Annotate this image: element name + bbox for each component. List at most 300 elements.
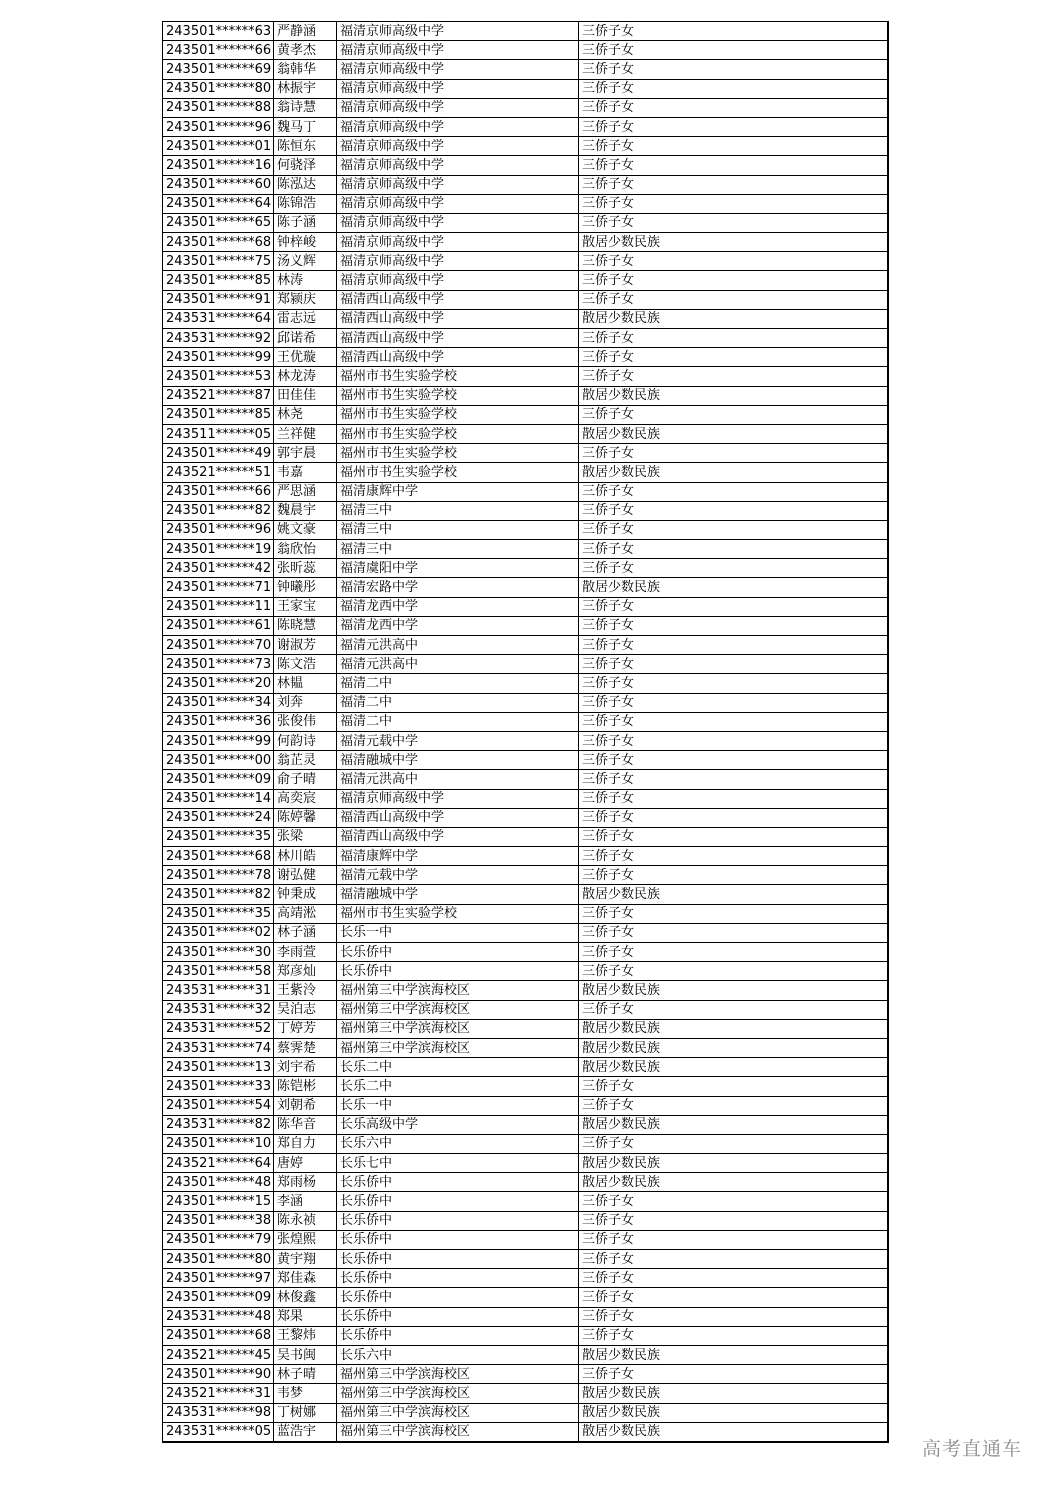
name-cell: 谢淑芳	[274, 636, 337, 655]
school-cell: 福清元洪高中	[337, 636, 579, 655]
table-row	[163, 1365, 888, 1384]
name-cell: 张昕蕊	[274, 559, 337, 578]
table-row	[163, 866, 888, 885]
id-cell: 243501******49	[163, 444, 274, 463]
name-cell: 蓝浩宇	[274, 1422, 337, 1442]
name-cell: 郑颍庆	[274, 290, 337, 309]
category-cell: 三侨子女	[579, 751, 888, 770]
category-cell: 三侨子女	[579, 1192, 888, 1211]
school-cell: 长乐高级中学	[337, 1115, 579, 1134]
category-cell: 三侨子女	[579, 271, 888, 290]
table-row	[163, 501, 888, 520]
school-cell: 福清京师高级中学	[337, 137, 579, 156]
category-cell: 三侨子女	[579, 1077, 888, 1096]
table-row	[163, 405, 888, 424]
school-cell: 福州市书生实验学校	[337, 424, 579, 443]
table-row	[163, 1134, 888, 1153]
name-cell: 张煌熙	[274, 1230, 337, 1249]
table-row	[163, 22, 888, 41]
category-cell: 三侨子女	[579, 847, 888, 866]
id-cell: 243501******58	[163, 962, 274, 981]
name-cell: 姚文豪	[274, 520, 337, 539]
id-cell: 243501******99	[163, 348, 274, 367]
table-row	[163, 616, 888, 635]
name-cell: 俞子晴	[274, 770, 337, 789]
school-cell: 长乐侨中	[337, 1173, 579, 1192]
school-cell: 福清三中	[337, 520, 579, 539]
name-cell: 陈泓达	[274, 175, 337, 194]
category-cell: 三侨子女	[579, 731, 888, 750]
table-row	[163, 194, 888, 213]
school-cell: 福清融城中学	[337, 751, 579, 770]
table-row	[163, 367, 888, 386]
id-cell: 243501******19	[163, 540, 274, 559]
category-cell: 三侨子女	[579, 1230, 888, 1249]
id-cell: 243501******09	[163, 770, 274, 789]
school-cell: 福州第三中学滨海校区	[337, 1019, 579, 1038]
id-cell: 243501******33	[163, 1077, 274, 1096]
table-row	[163, 290, 888, 309]
category-cell: 散居少数民族	[579, 386, 888, 405]
id-cell: 243501******09	[163, 1288, 274, 1307]
category-cell: 散居少数民族	[579, 1154, 888, 1173]
category-cell: 三侨子女	[579, 1211, 888, 1230]
category-cell: 三侨子女	[579, 1250, 888, 1269]
category-cell: 三侨子女	[579, 1326, 888, 1345]
id-cell: 243501******80	[163, 79, 274, 98]
school-cell: 福清西山高级中学	[337, 348, 579, 367]
school-cell: 福清宏路中学	[337, 578, 579, 597]
name-cell: 王紫泠	[274, 981, 337, 1000]
table-row	[163, 981, 888, 1000]
id-cell: 243501******34	[163, 693, 274, 712]
table-row	[163, 770, 888, 789]
school-cell: 福清京师高级中学	[337, 98, 579, 117]
id-cell: 243501******00	[163, 751, 274, 770]
id-cell: 243501******35	[163, 904, 274, 923]
name-cell: 翁欣怡	[274, 540, 337, 559]
school-cell: 福清三中	[337, 540, 579, 559]
id-cell: 243501******71	[163, 578, 274, 597]
name-cell: 高奕宸	[274, 789, 337, 808]
table-row	[163, 137, 888, 156]
table-row	[163, 597, 888, 616]
name-cell: 郭宇晨	[274, 444, 337, 463]
school-cell: 长乐侨中	[337, 1192, 579, 1211]
school-cell: 长乐侨中	[337, 1250, 579, 1269]
category-cell: 三侨子女	[579, 520, 888, 539]
table-row	[163, 1345, 888, 1364]
category-cell: 三侨子女	[579, 1288, 888, 1307]
school-cell: 福州第三中学滨海校区	[337, 981, 579, 1000]
category-cell: 三侨子女	[579, 923, 888, 942]
id-cell: 243501******80	[163, 1250, 274, 1269]
category-cell: 散居少数民族	[579, 1115, 888, 1134]
name-cell: 钟梓峻	[274, 233, 337, 252]
category-cell: 三侨子女	[579, 789, 888, 808]
school-cell: 福州市书生实验学校	[337, 463, 579, 482]
table-row	[163, 540, 888, 559]
id-cell: 243521******51	[163, 463, 274, 482]
table-row	[163, 693, 888, 712]
category-cell: 三侨子女	[579, 137, 888, 156]
table-row	[163, 1077, 888, 1096]
name-cell: 林子涵	[274, 923, 337, 942]
table-row	[163, 712, 888, 731]
school-cell: 福清京师高级中学	[337, 789, 579, 808]
table-row	[163, 386, 888, 405]
category-cell: 三侨子女	[579, 252, 888, 271]
id-cell: 243501******35	[163, 827, 274, 846]
school-cell: 福清西山高级中学	[337, 808, 579, 827]
id-cell: 243501******66	[163, 41, 274, 60]
table-row	[163, 1058, 888, 1077]
school-cell: 长乐侨中	[337, 943, 579, 962]
table-row	[163, 655, 888, 674]
category-cell: 三侨子女	[579, 79, 888, 98]
id-cell: 243531******64	[163, 309, 274, 328]
name-cell: 林尧	[274, 405, 337, 424]
school-cell: 福清二中	[337, 693, 579, 712]
category-cell: 三侨子女	[579, 559, 888, 578]
category-cell: 三侨子女	[579, 60, 888, 79]
name-cell: 林子晴	[274, 1365, 337, 1384]
table-row	[163, 60, 888, 79]
category-cell: 三侨子女	[579, 22, 888, 41]
category-cell: 散居少数民族	[579, 885, 888, 904]
category-cell: 三侨子女	[579, 41, 888, 60]
name-cell: 翁诗慧	[274, 98, 337, 117]
table-row	[163, 904, 888, 923]
table-row	[163, 1288, 888, 1307]
category-cell: 三侨子女	[579, 290, 888, 309]
name-cell: 黄孝杰	[274, 41, 337, 60]
category-cell: 三侨子女	[579, 444, 888, 463]
school-cell: 福清西山高级中学	[337, 309, 579, 328]
table-row	[163, 1211, 888, 1230]
id-cell: 243501******30	[163, 943, 274, 962]
id-cell: 243531******82	[163, 1115, 274, 1134]
roster-body	[163, 22, 888, 1442]
school-cell: 福清融城中学	[337, 885, 579, 904]
table-row	[163, 309, 888, 328]
school-cell: 福清龙西中学	[337, 616, 579, 635]
id-cell: 243501******88	[163, 98, 274, 117]
category-cell: 三侨子女	[579, 904, 888, 923]
table-row	[163, 79, 888, 98]
table-row	[163, 636, 888, 655]
school-cell: 福州市书生实验学校	[337, 405, 579, 424]
category-cell: 三侨子女	[579, 175, 888, 194]
category-cell: 三侨子女	[579, 405, 888, 424]
table-row	[163, 1154, 888, 1173]
table-row	[163, 252, 888, 271]
school-cell: 福州第三中学滨海校区	[337, 1000, 579, 1019]
id-cell: 243501******16	[163, 156, 274, 175]
table-row	[163, 271, 888, 290]
category-cell: 散居少数民族	[579, 981, 888, 1000]
category-cell: 三侨子女	[579, 348, 888, 367]
id-cell: 243501******53	[163, 367, 274, 386]
table-row	[163, 117, 888, 136]
school-cell: 福清二中	[337, 674, 579, 693]
table-row	[163, 847, 888, 866]
table-row	[163, 348, 888, 367]
school-cell: 福清京师高级中学	[337, 233, 579, 252]
table-row	[163, 233, 888, 252]
name-cell: 陈晓慧	[274, 616, 337, 635]
category-cell: 三侨子女	[579, 962, 888, 981]
table-row	[163, 674, 888, 693]
id-cell: 243501******13	[163, 1058, 274, 1077]
id-cell: 243501******85	[163, 405, 274, 424]
category-cell: 三侨子女	[579, 213, 888, 232]
category-cell: 三侨子女	[579, 156, 888, 175]
name-cell: 唐婷	[274, 1154, 337, 1173]
category-cell: 三侨子女	[579, 482, 888, 501]
id-cell: 243501******20	[163, 674, 274, 693]
school-cell: 长乐六中	[337, 1345, 579, 1364]
category-cell: 散居少数民族	[579, 1384, 888, 1403]
name-cell: 刘朝希	[274, 1096, 337, 1115]
table-row	[163, 213, 888, 232]
table-row	[163, 962, 888, 981]
name-cell: 陈文浩	[274, 655, 337, 674]
school-cell: 福清京师高级中学	[337, 213, 579, 232]
name-cell: 王黎炜	[274, 1326, 337, 1345]
table-row	[163, 1000, 888, 1019]
school-cell: 福清元洪高中	[337, 770, 579, 789]
name-cell: 陈恒东	[274, 137, 337, 156]
category-cell: 散居少数民族	[579, 1173, 888, 1192]
table-row	[163, 1019, 888, 1038]
name-cell: 邱诺希	[274, 329, 337, 348]
table-row	[163, 1326, 888, 1345]
id-cell: 243501******73	[163, 655, 274, 674]
name-cell: 吴书闽	[274, 1345, 337, 1364]
name-cell: 魏马丁	[274, 117, 337, 136]
id-cell: 243501******01	[163, 137, 274, 156]
school-cell: 长乐侨中	[337, 1269, 579, 1288]
name-cell: 林振宇	[274, 79, 337, 98]
table-row	[163, 885, 888, 904]
id-cell: 243501******78	[163, 866, 274, 885]
name-cell: 王家宝	[274, 597, 337, 616]
id-cell: 243501******64	[163, 194, 274, 213]
school-cell: 福清京师高级中学	[337, 117, 579, 136]
table-row	[163, 578, 888, 597]
table-row	[163, 923, 888, 942]
table-row	[163, 1096, 888, 1115]
id-cell: 243501******63	[163, 22, 274, 41]
id-cell: 243531******74	[163, 1038, 274, 1057]
id-cell: 243501******48	[163, 1173, 274, 1192]
category-cell: 散居少数民族	[579, 1038, 888, 1057]
id-cell: 243501******90	[163, 1365, 274, 1384]
category-cell: 三侨子女	[579, 712, 888, 731]
name-cell: 陈婷馨	[274, 808, 337, 827]
name-cell: 翁韩华	[274, 60, 337, 79]
school-cell: 福州市书生实验学校	[337, 904, 579, 923]
watermark-text: 高考直通车	[921, 1438, 1022, 1460]
category-cell: 三侨子女	[579, 501, 888, 520]
category-cell: 三侨子女	[579, 367, 888, 386]
name-cell: 兰祥健	[274, 424, 337, 443]
table-row	[163, 1403, 888, 1422]
school-cell: 福清京师高级中学	[337, 41, 579, 60]
name-cell: 郑佳森	[274, 1269, 337, 1288]
category-cell: 三侨子女	[579, 117, 888, 136]
school-cell: 福清二中	[337, 712, 579, 731]
name-cell: 林韫	[274, 674, 337, 693]
id-cell: 243501******11	[163, 597, 274, 616]
category-cell: 三侨子女	[579, 693, 888, 712]
id-cell: 243501******15	[163, 1192, 274, 1211]
table-row	[163, 1384, 888, 1403]
school-cell: 福清西山高级中学	[337, 827, 579, 846]
id-cell: 243501******02	[163, 923, 274, 942]
school-cell: 福州第三中学滨海校区	[337, 1038, 579, 1057]
category-cell: 散居少数民族	[579, 309, 888, 328]
category-cell: 三侨子女	[579, 1134, 888, 1153]
id-cell: 243501******36	[163, 712, 274, 731]
table-row	[163, 98, 888, 117]
id-cell: 243501******65	[163, 213, 274, 232]
id-cell: 243521******45	[163, 1345, 274, 1364]
school-cell: 福清元载中学	[337, 866, 579, 885]
name-cell: 陈铠彬	[274, 1077, 337, 1096]
table-row	[163, 1192, 888, 1211]
id-cell: 243521******64	[163, 1154, 274, 1173]
id-cell: 243531******52	[163, 1019, 274, 1038]
name-cell: 张俊伟	[274, 712, 337, 731]
id-cell: 243501******79	[163, 1230, 274, 1249]
table-row	[163, 1230, 888, 1249]
table-row	[163, 41, 888, 60]
school-cell: 福清京师高级中学	[337, 156, 579, 175]
name-cell: 郑彦灿	[274, 962, 337, 981]
name-cell: 汤义辉	[274, 252, 337, 271]
school-cell: 长乐侨中	[337, 1307, 579, 1326]
category-cell: 三侨子女	[579, 1365, 888, 1384]
school-cell: 福清三中	[337, 501, 579, 520]
id-cell: 243501******96	[163, 117, 274, 136]
name-cell: 刘宇希	[274, 1058, 337, 1077]
school-cell: 长乐六中	[337, 1134, 579, 1153]
category-cell: 散居少数民族	[579, 424, 888, 443]
school-cell: 福州市书生实验学校	[337, 386, 579, 405]
school-cell: 福清京师高级中学	[337, 271, 579, 290]
name-cell: 李涵	[274, 1192, 337, 1211]
category-cell: 散居少数民族	[579, 1058, 888, 1077]
category-cell: 三侨子女	[579, 1307, 888, 1326]
id-cell: 243501******68	[163, 233, 274, 252]
name-cell: 吴泊志	[274, 1000, 337, 1019]
table-row	[163, 1422, 888, 1442]
category-cell: 三侨子女	[579, 1000, 888, 1019]
name-cell: 谢弘健	[274, 866, 337, 885]
table-row	[163, 175, 888, 194]
id-cell: 243501******60	[163, 175, 274, 194]
name-cell: 丁婷芳	[274, 1019, 337, 1038]
name-cell: 蔡霁楚	[274, 1038, 337, 1057]
category-cell: 三侨子女	[579, 674, 888, 693]
table-row	[163, 1269, 888, 1288]
name-cell: 何骁泽	[274, 156, 337, 175]
school-cell: 长乐一中	[337, 923, 579, 942]
name-cell: 刘奔	[274, 693, 337, 712]
name-cell: 严思涵	[274, 482, 337, 501]
id-cell: 243531******32	[163, 1000, 274, 1019]
table-row	[163, 463, 888, 482]
category-cell: 三侨子女	[579, 808, 888, 827]
name-cell: 严静涵	[274, 22, 337, 41]
table-row	[163, 424, 888, 443]
school-cell: 福清西山高级中学	[337, 329, 579, 348]
name-cell: 丁树娜	[274, 1403, 337, 1422]
category-cell: 散居少数民族	[579, 578, 888, 597]
table-row	[163, 789, 888, 808]
name-cell: 王优璇	[274, 348, 337, 367]
id-cell: 243511******05	[163, 424, 274, 443]
name-cell: 郑自力	[274, 1134, 337, 1153]
school-cell: 福州第三中学滨海校区	[337, 1422, 579, 1442]
school-cell: 福清康辉中学	[337, 847, 579, 866]
school-cell: 福州市书生实验学校	[337, 444, 579, 463]
name-cell: 林龙涛	[274, 367, 337, 386]
school-cell: 福清虞阳中学	[337, 559, 579, 578]
school-cell: 长乐侨中	[337, 1288, 579, 1307]
table-row	[163, 751, 888, 770]
id-cell: 243521******31	[163, 1384, 274, 1403]
id-cell: 243501******54	[163, 1096, 274, 1115]
table-row	[163, 731, 888, 750]
id-cell: 243501******68	[163, 847, 274, 866]
id-cell: 243531******48	[163, 1307, 274, 1326]
name-cell: 钟曦彤	[274, 578, 337, 597]
table-row	[163, 520, 888, 539]
id-cell: 243501******24	[163, 808, 274, 827]
school-cell: 福州第三中学滨海校区	[337, 1384, 579, 1403]
table-row	[163, 482, 888, 501]
school-cell: 长乐侨中	[337, 1211, 579, 1230]
name-cell: 郑果	[274, 1307, 337, 1326]
name-cell: 林川皓	[274, 847, 337, 866]
name-cell: 翁芷灵	[274, 751, 337, 770]
table-row	[163, 1250, 888, 1269]
name-cell: 林俊鑫	[274, 1288, 337, 1307]
name-cell: 魏晨宇	[274, 501, 337, 520]
category-cell: 三侨子女	[579, 616, 888, 635]
name-cell: 高靖淞	[274, 904, 337, 923]
table-row	[163, 943, 888, 962]
name-cell: 黄宇翔	[274, 1250, 337, 1269]
category-cell: 散居少数民族	[579, 463, 888, 482]
category-cell: 三侨子女	[579, 655, 888, 674]
table-row	[163, 156, 888, 175]
table-row	[163, 1307, 888, 1326]
category-cell: 三侨子女	[579, 943, 888, 962]
school-cell: 福清京师高级中学	[337, 60, 579, 79]
id-cell: 243531******05	[163, 1422, 274, 1442]
school-cell: 福清京师高级中学	[337, 22, 579, 41]
id-cell: 243501******75	[163, 252, 274, 271]
school-cell: 福清京师高级中学	[337, 252, 579, 271]
name-cell: 何韵诗	[274, 731, 337, 750]
category-cell: 三侨子女	[579, 597, 888, 616]
school-cell: 长乐七中	[337, 1154, 579, 1173]
school-cell: 长乐侨中	[337, 1326, 579, 1345]
